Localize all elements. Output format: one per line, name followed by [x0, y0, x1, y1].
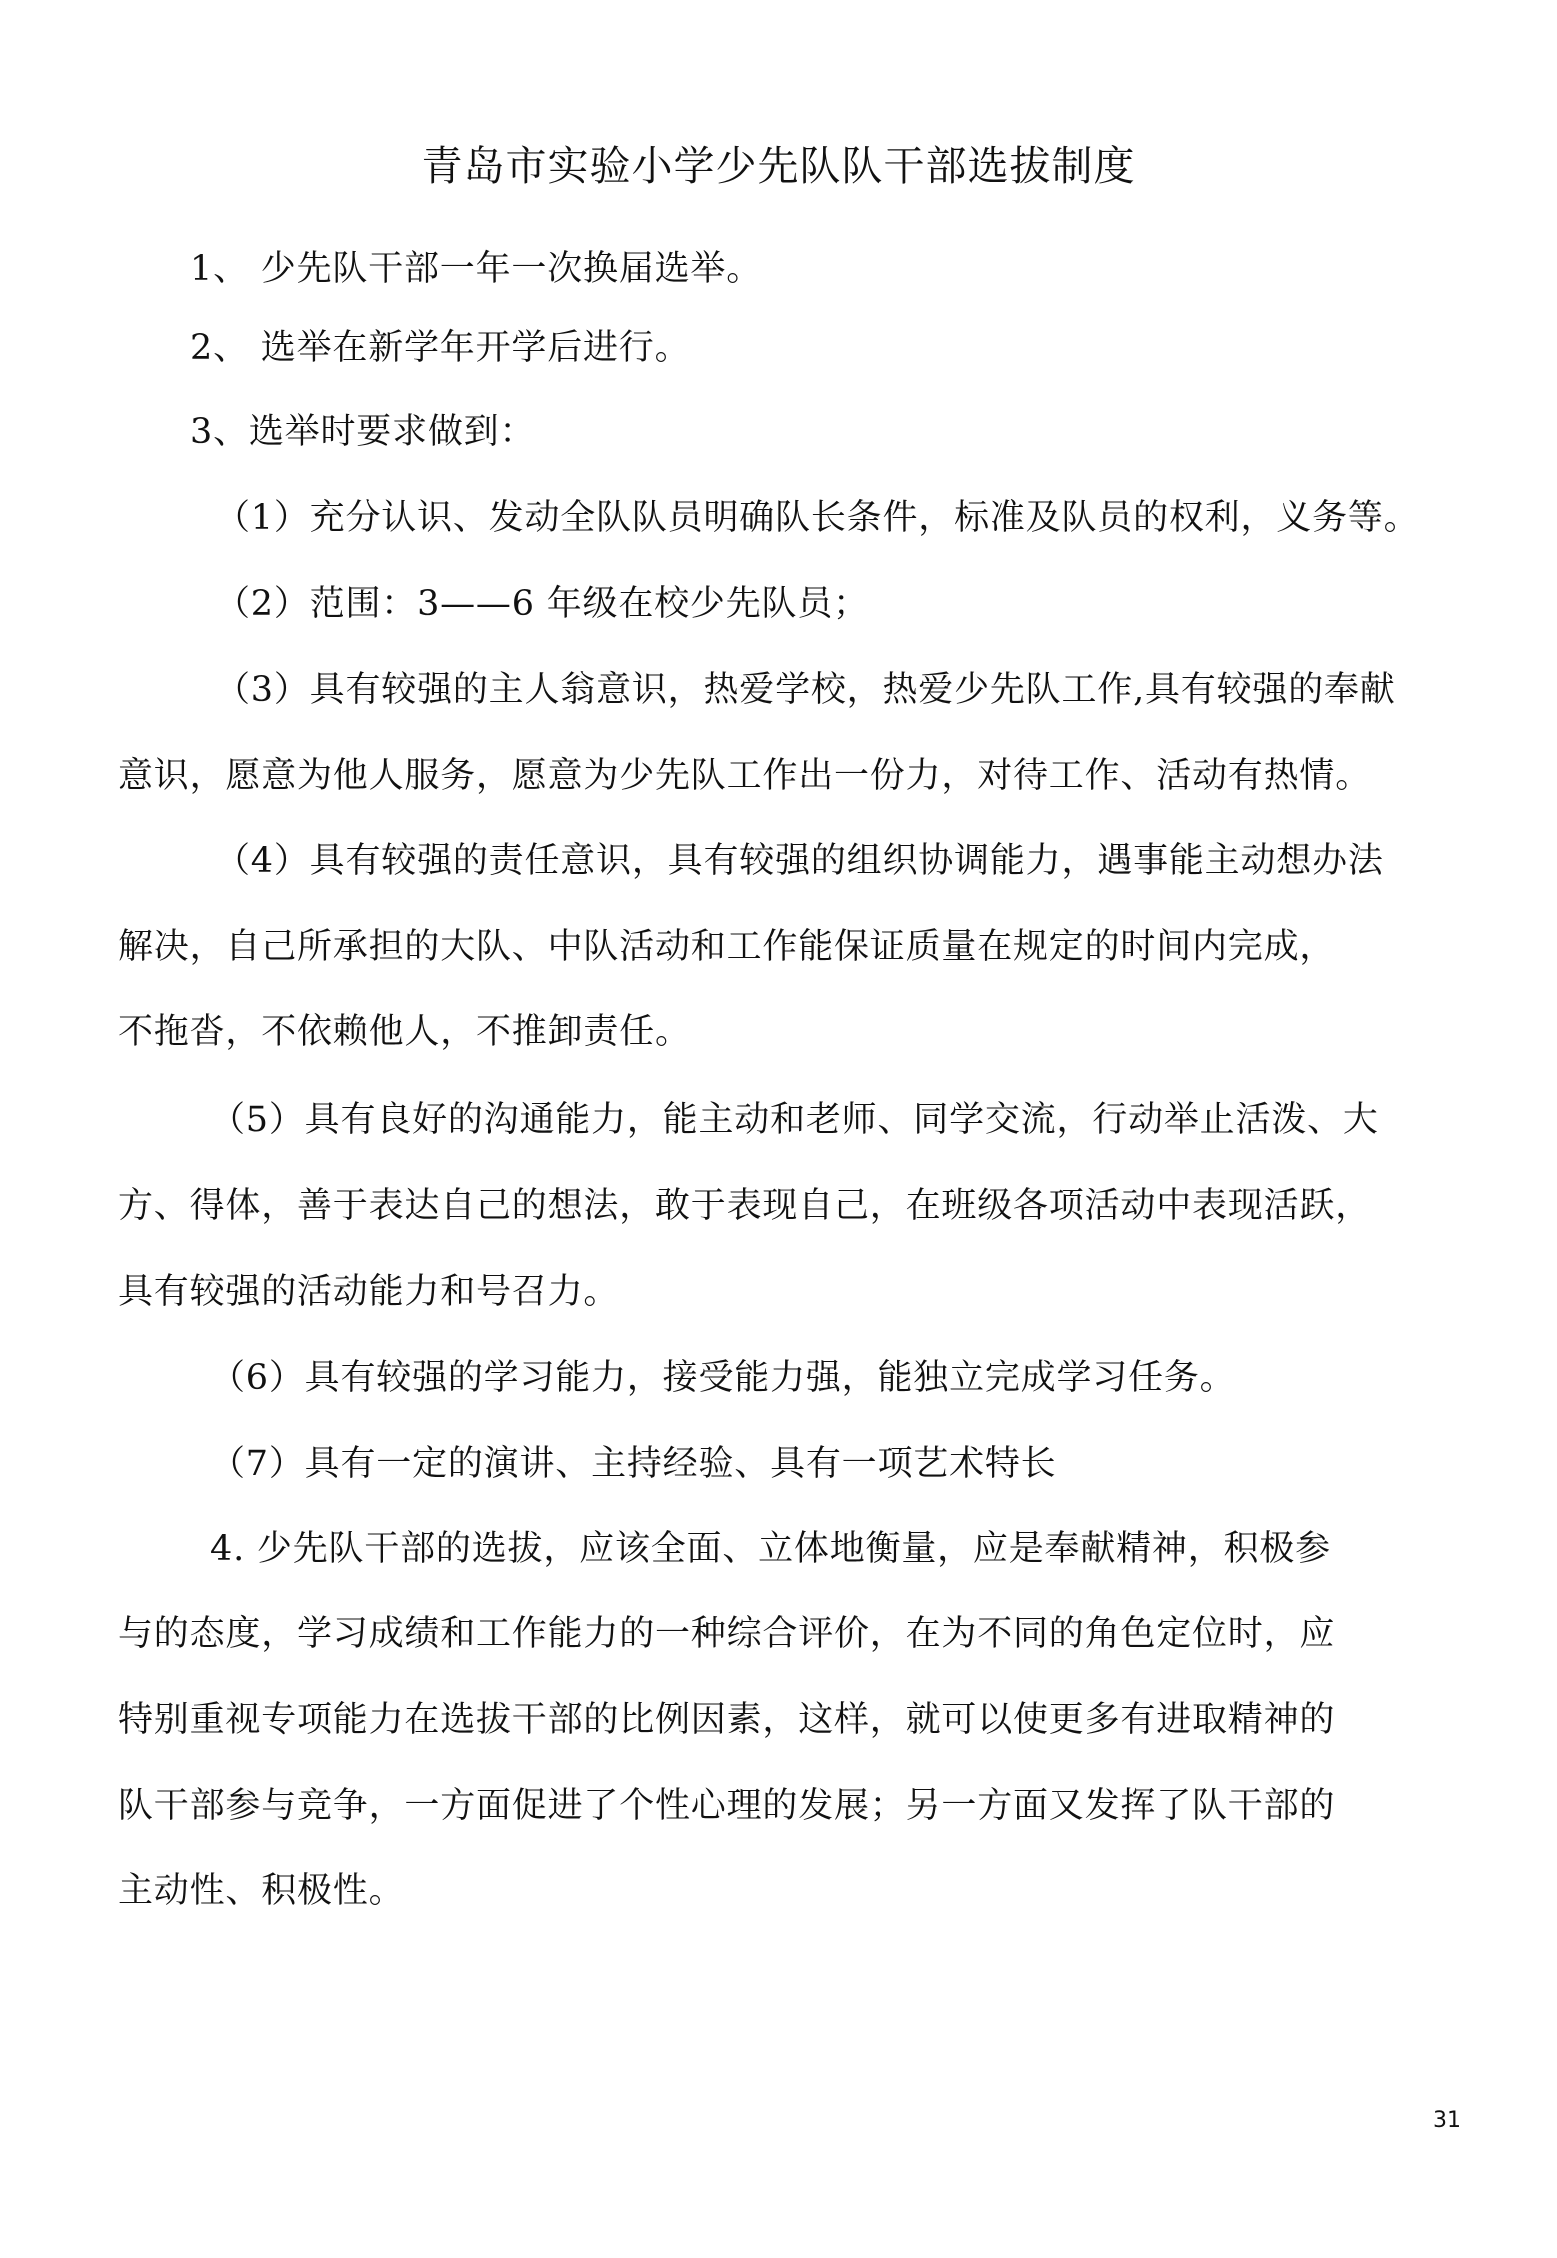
page-number: 31: [1433, 2108, 1461, 2133]
paragraph-line-5: （2）范围：3——6 年级在校少先队员；: [215, 584, 869, 624]
paragraph-line-11: （5）具有良好的沟通能力，能主动和老师、同学交流，行动举止活泼、大: [210, 1100, 1379, 1140]
paragraph-line-1: 1、 少先队干部一年一次换届选举。: [190, 249, 762, 289]
paragraph-line-12: 方、得体，善于表达自己的想法，敢于表现自己，在班级各项活动中表现活跃，: [118, 1186, 1372, 1226]
paragraph-line-6: （3）具有较强的主人翁意识，热爱学校，热爱少先队工作,具有较强的奉献: [215, 670, 1396, 710]
paragraph-line-2: 2、 选举在新学年开学后进行。: [190, 328, 691, 368]
paragraph-line-17: 与的态度，学习成绩和工作能力的一种综合评价，在为不同的角色定位时，应: [118, 1614, 1336, 1654]
paragraph-line-14: （6）具有较强的学习能力，接受能力强，能独立完成学习任务。: [210, 1358, 1236, 1398]
paragraph-line-20: 主动性、积极性。: [118, 1871, 405, 1911]
paragraph-line-4: （1）充分认识、发动全队队员明确队长条件，标准及队员的权利，义务等。: [215, 498, 1420, 538]
paragraph-line-16: 4. 少先队干部的选拔，应该全面、立体地衡量，应是奉献精神，积极参: [210, 1529, 1331, 1569]
paragraph-line-8: （4）具有较强的责任意识，具有较强的组织协调能力，遇事能主动想办法: [215, 841, 1384, 881]
paragraph-line-3: 3、选举时要求做到：: [190, 412, 536, 452]
paragraph-line-13: 具有较强的活动能力和号召力。: [118, 1272, 620, 1312]
paragraph-line-10: 不拖沓，不依赖他人，不推卸责任。: [118, 1012, 691, 1052]
paragraph-line-9: 解决，自己所承担的大队、中队活动和工作能保证质量在规定的时间内完成，: [118, 927, 1336, 967]
paragraph-line-7: 意识，愿意为他人服务，愿意为少先队工作出一份力，对待工作、活动有热情。: [118, 756, 1372, 796]
paragraph-line-19: 队干部参与竞争，一方面促进了个性心理的发展；另一方面又发挥了队干部的: [118, 1786, 1336, 1826]
paragraph-line-15: （7）具有一定的演讲、主持经验、具有一项艺术特长: [210, 1444, 1057, 1484]
document-title: 青岛市实验小学少先队队干部选拔制度: [421, 142, 1136, 190]
paragraph-line-18: 特别重视专项能力在选拔干部的比例因素，这样，就可以使更多有进取精神的: [118, 1700, 1336, 1740]
